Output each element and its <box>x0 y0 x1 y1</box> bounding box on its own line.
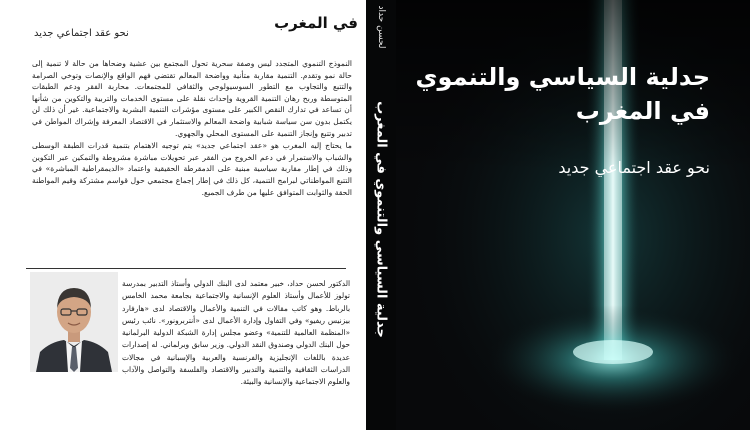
front-title-line-1: جدلية السياسي والتنموي <box>415 63 710 91</box>
divider <box>26 268 346 269</box>
back-cover-header <box>0 0 366 52</box>
author-portrait-image <box>30 272 118 372</box>
spine-title: جدلية السياسي والتنموي في المغرب <box>373 101 389 338</box>
author-photo <box>30 272 118 372</box>
front-title-line-2: في المغرب <box>575 97 710 125</box>
back-cover-blurb <box>32 58 352 198</box>
back-cover-subtitle: نحو عقد اجتماعي جديد <box>34 28 129 39</box>
front-cover <box>396 0 750 430</box>
spine-author: لحسن حداد <box>376 5 386 49</box>
blurb-paragraph: ما يحتاج إليه المغرب هو «عقد اجتماعي جديد» يتم توجيه الاهتمام بتنمية قدرات الطبقة الوسطى والشباب والاستمرار في دعم الخروج من الفقر عبر تحويلات مباشرة مشروطة والتمكين عبر التكوين وذلك في إطار مقاربة سياسية مبنية على الدمقرطة الحقيقية واعتماد «الديمقراطية المباشرة» في التتبع المواطناتي لبرامج التنمية، كل ذلك في إطار إجماع مجتمعي حول قواسم مشتركة وقيم المواطنة الحقة والثوابت المتوافق عليها من طرف الجميع. <box>32 141 352 197</box>
blurb-paragraph: النموذج التنموي المتجدد ليس وصفة سحرية تحول المجتمع بين عشية وضحاها من حالة لا تنمية إلى حالة نمو وتقدم. التنمية مقاربة متأنية وواضحة المعالم تقتضي فهم الواقع والإنصات وتوخي الصرامة والتتبع والتجاوب مع التطور السوسيولوجي والثقافي للمجتمعات. محاربة الفقر ودعم الطبقات المتوسطة وربح رهان التنمية القروية وإحداث نقلة على مستوى الخدمات والتربية والتكوين من شأنها أن تساعد في تدارك النقص الكبير على مستوى مؤشرات التنمية البشرية والاجتماعية. غير أن ذلك لن يكتمل بدون سن سياسة شبابية واضحة المعالم والاستثمار في الاقتصاد المعرفة وإشراك المواطن في تدبير وتتبع وإنجاز التنمية على المستوى المحلي والجهوي. <box>32 59 352 138</box>
back-cover-title: في المغرب <box>274 14 358 32</box>
back-cover <box>0 0 366 430</box>
author-bio-text: الدكتور لحسن حداد، خبير معتمد لدى البنك الدولي وأستاذ التدبير بمدرسة تولوز للأعمال وأستاذ العلوم الإنسانية والاجتماعية بجامعة محمد الخامس بالرباط. وهو كاتب مقالات في التنمية والأعمال والاقتصاد لدى «هارفارد بيزنيس ريفيو» وفي التفاول وإدارة الأعمال لدى «أنتربرونور». نائب رئيس «المنظمة العالمية للتنمية» وعضو مجلس إدارة الشبكة الدولية البرلمانية حول البنك الدولي وصندوق النقد الدولي. وزير سابق وبرلماني. له إصدارات عديدة باللغات الإنجليزية والفرنسية والعربية والإسبانية في مجالات الدراسات الثقافية والتنمية والتدبير والاقتصاد والفلسفة والتواصل والآداب والعلوم الاجتماعية والإنسانية والبيئة. <box>122 279 350 387</box>
book-spine <box>366 0 396 430</box>
front-cover-title <box>410 60 710 128</box>
front-cover-subtitle: نحو عقد اجتماعي جديد <box>558 158 710 177</box>
